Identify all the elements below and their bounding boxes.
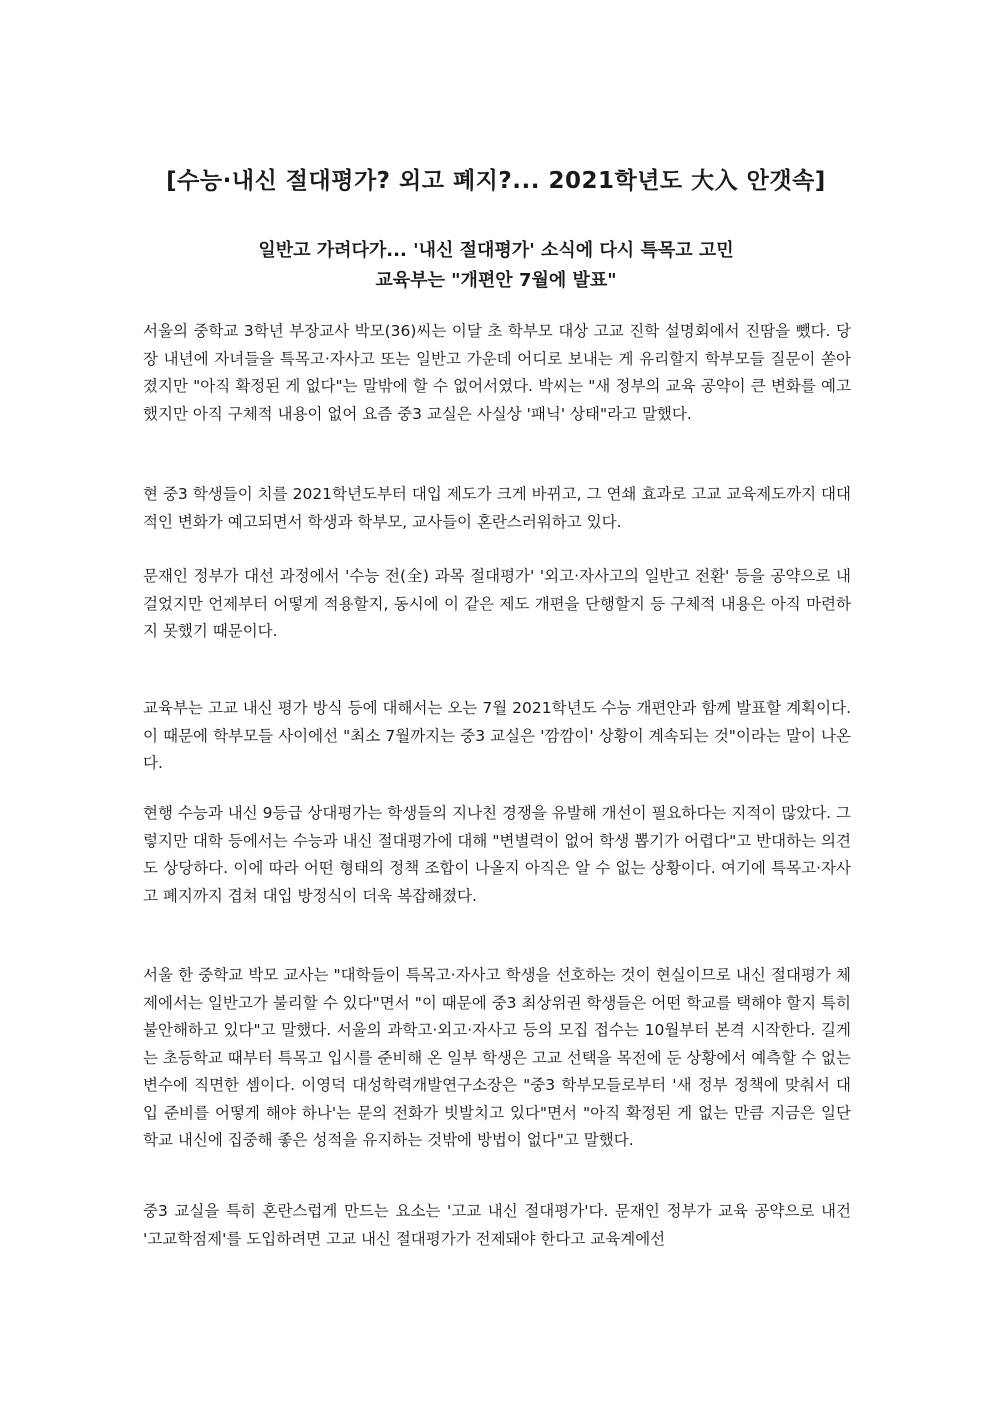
- body-paragraph-4: 교육부는 고교 내신 평가 방식 등에 대해서는 오는 7월 2021학년도 수능 개편안과 함께 발표할 계획이다. 이 때문에 학부모들 사이에선 "최소 7월까지는 중3 교실은 '깜깜이' 상황이 계속되는 것"이라는 말이 나온다.: [143, 699, 851, 772]
- body-paragraph-2: 현 중3 학생들이 치를 2021학년도부터 대입 제도가 크게 바뀌고, 그 연쇄 효과로 고교 교육제도까지 대대적인 변화가 예고되면서 학생과 학부모, 교사들이 혼란스러워하고 있다.: [143, 485, 851, 531]
- body-paragraph-5: 현행 수능과 내신 9등급 상대평가는 학생들의 지나친 경쟁을 유발해 개선이 필요하다는 지적이 많았다. 그렇지만 대학 등에서는 수능과 내신 절대평가에 대해 "변별력이 없어 학생 뽑기가 어렵다"고 반대하는 의견도 상당하다. 이에 따라 어떤 형태의 정책 조합이 나올지 아직은 알 수 없는 상황이다. 여기에 특목고·자사고 폐지까지 겹쳐 대입 방정식이 더욱 복잡해졌다.: [143, 804, 851, 905]
- article-title: [수능·내신 절대평가? 외고 폐지?... 2021학년도 大入 안갯속]: [166, 168, 826, 194]
- article-subtitle-line-2: 교육부는 "개편안 7월에 발표": [375, 270, 617, 291]
- body-paragraph-1: 서울의 중학교 3학년 부장교사 박모(36)씨는 이달 초 학부모 대상 고교 진학 설명회에서 진땀을 뺐다. 당장 내년에 자녀들을 특목고·자사고 또는 일반고 가운데 어디로 보내는 게 유리할지 학부모들 질문이 쏟아졌지만 "아직 확정된 게 없다"는 말밖에 할 수 없어서였다. 박씨는 "새 정부의 교육 공약이 큰 변화를 예고했지만 아직 구체적 내용이 없어 요즘 중3 교실은 사실상 '패닉' 상태"라고 말했다.: [143, 322, 851, 423]
- body-paragraph-6: 서울 한 중학교 박모 교사는 "대학들이 특목고·자사고 학생을 선호하는 것이 현실이므로 내신 절대평가 체제에서는 일반고가 불리할 수 있다"면서 "이 때문에 중3 최상위권 학생들은 어떤 학교를 택해야 할지 특히 불안해하고 있다"고 말했다. 서울의 과학고·외고·자사고 등의 모집 접수는 10월부터 본격 시작한다. 길게는 초등학교 때부터 특목고 입시를 준비해 온 일부 학생은 고교 선택을 목전에 둔 상황에서 예측할 수 없는 변수에 직면한 셈이다. 이영덕 대성학력개발연구소장은 "중3 학부모들로부터 '새 정부 정책에 맞춰서 대입 준비를 어떻게 해야 하나'는 문의 전화가 빗발치고 있다"면서 "아직 확정된 게 없는 만큼 지금은 일단 학교 내신에 집중해 좋은 성적을 유지하는 것밖에 방법이 없다"고 말했다.: [143, 966, 851, 1149]
- body-paragraph-7: 중3 교실을 특히 혼란스럽게 만드는 요소는 '고교 내신 절대평가'다. 문재인 정부가 교육 공약으로 내건 '고교학점제'를 도입하려면 고교 내신 절대평가가 전제돼야 한다고 교육계에선: [143, 1202, 851, 1248]
- body-paragraph-3: 문재인 정부가 대선 과정에서 '수능 전(全) 과목 절대평가' '외고·자사고의 일반고 전환' 등을 공약으로 내걸었지만 언제부터 어떻게 적용할지, 동시에 이 같은 제도 개편을 단행할지 등 구체적 내용은 아직 마련하지 못했기 때문이다.: [143, 567, 851, 640]
- article-subtitle-line-1: 일반고 가려다가... '내신 절대평가' 소식에 다시 특목고 고민: [258, 240, 734, 261]
